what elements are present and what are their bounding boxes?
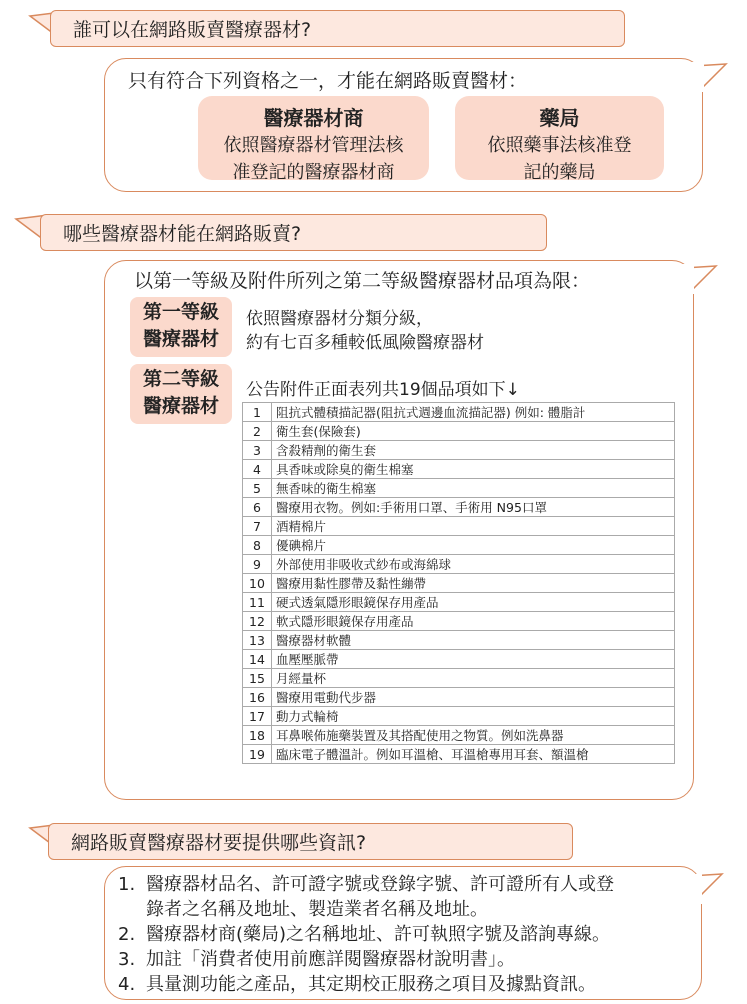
table-row [243, 726, 675, 745]
item-name: 動力式輪椅 [272, 707, 675, 726]
item-number: 2 [243, 422, 272, 441]
item-name: 酒精棉片 [272, 517, 675, 536]
level-1-desc-line1: 依照醫療器材分類分級， [246, 309, 433, 329]
level-2-label [130, 364, 232, 424]
table-row [243, 422, 675, 441]
list-item-number: 1. [118, 874, 136, 895]
item-number: 4 [243, 460, 272, 479]
level-1-label [130, 297, 232, 357]
table-row [243, 460, 675, 479]
item-number: 18 [243, 726, 272, 745]
item-name: 醫療用電動代步器 [272, 688, 675, 707]
list-item-number: 4. [118, 974, 136, 995]
answer-2-intro: 以第一等級及附件所列之第二等級醫療器材品項為限： [134, 270, 591, 292]
item-number: 6 [243, 498, 272, 517]
card-desc-line2: 記的藥局 [523, 162, 596, 183]
item-name: 耳鼻喉佈施藥裝置及其搭配使用之物質。例如洗鼻器 [272, 726, 675, 745]
item-number: 17 [243, 707, 272, 726]
item-name: 阻抗式體積描記器(阻抗式週邊血流描記器) 例如: 體脂計 [272, 403, 675, 422]
tail-cover [678, 264, 694, 294]
item-number: 10 [243, 574, 272, 593]
item-name: 無香味的衛生棉塞 [272, 479, 675, 498]
table-row [243, 707, 675, 726]
table-row [243, 403, 675, 422]
item-name: 硬式透氣隱形眼鏡保存用產品 [272, 593, 675, 612]
list-item [118, 947, 698, 972]
item-number: 15 [243, 669, 272, 688]
item-number: 11 [243, 593, 272, 612]
item-number: 3 [243, 441, 272, 460]
card-medical-device-dealer [198, 96, 429, 183]
list-item-number: 3. [118, 949, 136, 970]
item-name: 醫療用黏性膠帶及黏性繃帶 [272, 574, 675, 593]
table-row [243, 555, 675, 574]
list-item-text: 醫療器材品名、許可證字號或登錄字號、許可證所有人或登 [146, 874, 614, 895]
level-2-label-line2: 醫療器材 [142, 395, 219, 417]
item-number: 7 [243, 517, 272, 536]
level-2-desc: 公告附件正面表列共19個品項如下↓ [246, 380, 520, 400]
item-number: 19 [243, 745, 272, 764]
list-item [118, 972, 698, 997]
table-row [243, 650, 675, 669]
item-name: 醫療器材軟體 [272, 631, 675, 650]
table-row [243, 479, 675, 498]
level-2-label-line1: 第二等級 [142, 368, 219, 390]
table-row [243, 498, 675, 517]
tail-cover [688, 62, 704, 92]
card-title: 醫療器材商 [263, 106, 364, 130]
list-item-text: 加註「消費者使用前應詳閱醫療器材說明書」。 [146, 949, 515, 970]
item-name: 月經量杯 [272, 669, 675, 688]
level-1-label-line2: 醫療器材 [142, 328, 219, 350]
list-item-text: 具量測功能之產品，其定期校正服務之項目及據點資訊。 [146, 974, 596, 995]
card-desc-line2: 准登記的醫療器材商 [232, 162, 395, 183]
item-name: 軟式隱形眼鏡保存用產品 [272, 612, 675, 631]
item-name: 臨床電子體溫計。例如耳溫槍、耳溫槍專用耳套、額溫槍 [272, 745, 675, 764]
item-number: 16 [243, 688, 272, 707]
table-row [243, 612, 675, 631]
question-2 [40, 214, 547, 251]
item-name: 外部使用非吸收式紗布或海綿球 [272, 555, 675, 574]
table-row [243, 688, 675, 707]
question-1-text: 誰可以在網路販賣醫療器材? [73, 19, 312, 41]
table-row [243, 669, 675, 688]
item-number: 5 [243, 479, 272, 498]
table-row [243, 631, 675, 650]
level-2-items-table [242, 402, 675, 764]
question-3-text: 網路販賣醫療器材要提供哪些資訊? [71, 832, 367, 854]
question-3 [48, 823, 573, 860]
level-1-desc-line2: 約有七百多種較低風險醫療器材 [246, 333, 484, 353]
table-row [243, 441, 675, 460]
item-name: 含殺精劑的衛生套 [272, 441, 675, 460]
card-title: 藥局 [539, 106, 580, 130]
item-number: 9 [243, 555, 272, 574]
question-1 [50, 10, 625, 47]
list-item-text: 錄者之名稱及地址、製造業者名稱及地址。 [146, 899, 488, 920]
required-info-list [118, 872, 698, 997]
question-2-text: 哪些醫療器材能在網路販賣? [63, 223, 302, 245]
item-name: 醫療用衣物。例如:手術用口罩、手術用 N95口罩 [272, 498, 675, 517]
item-number: 14 [243, 650, 272, 669]
item-number: 12 [243, 612, 272, 631]
list-item-number: 2. [118, 924, 136, 945]
card-pharmacy [455, 96, 664, 183]
item-name: 血壓壓脈帶 [272, 650, 675, 669]
list-item [118, 872, 698, 922]
item-number: 8 [243, 536, 272, 555]
item-name: 優碘棉片 [272, 536, 675, 555]
answer-1-intro: 只有符合下列資格之一，才能在網路販賣醫材： [128, 70, 528, 92]
item-name: 具香味或除臭的衛生棉塞 [272, 460, 675, 479]
list-item [118, 922, 698, 947]
table-row [243, 745, 675, 764]
table-row [243, 593, 675, 612]
table-row [243, 574, 675, 593]
card-desc-line1: 依照醫療器材管理法核 [223, 135, 404, 156]
item-name: 衛生套(保險套) [272, 422, 675, 441]
card-desc-line1: 依照藥事法核准登 [487, 135, 632, 156]
list-item-text: 醫療器材商(藥局)之名稱地址、許可執照字號及諮詢專線。 [146, 924, 611, 945]
item-number: 13 [243, 631, 272, 650]
level-1-label-line1: 第一等級 [142, 301, 219, 323]
item-number: 1 [243, 403, 272, 422]
table-row [243, 536, 675, 555]
table-row [243, 517, 675, 536]
